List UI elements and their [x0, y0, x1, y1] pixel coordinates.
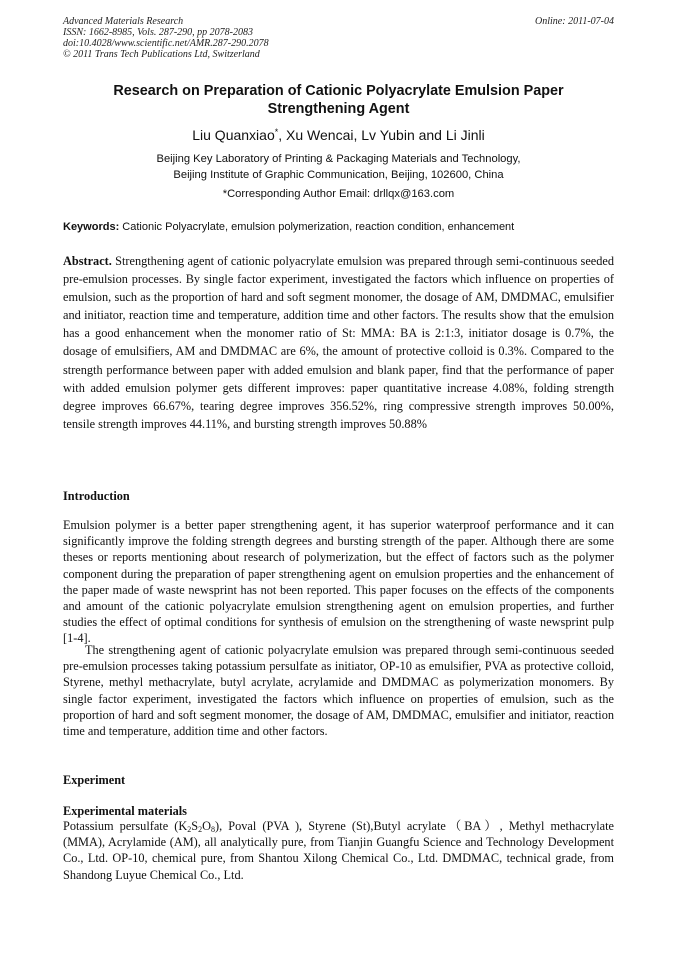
keywords — [63, 220, 614, 235]
journal-doi: doi:10.4028/www.scientific.net/AMR.287-290.2078 — [63, 38, 269, 49]
author-rest: , Xu Wencai, Lv Yubin and Li Jinli — [278, 127, 485, 143]
affiliation-line-1: Beijing Key Laboratory of Printing & Packaging Materials and Technology, — [156, 153, 521, 165]
formula-s: S — [191, 819, 199, 833]
online-date: Online: 2011-07-04 — [535, 16, 614, 27]
abstract-label: Abstract. — [63, 254, 112, 268]
introduction-paragraph-2: The strengthening agent of cationic polyacrylate emulsion was prepared through semi-continuous seeded pre-emulsion processes taking potassium persulfate as initiator, OP-10 as emulsifier, PVA as protective colloid, Styrene, methyl methacrylate, butyl acrylate, acrylamide and DMDMAC as polymerization monomers. By single factor experiment, investigated the factors which influence on properties of emulsion, such as the proportion of hard and soft segment monomer, the dosage of AM, DMDMAC, emulsifier and initiator, reaction time and temperature, addition time and other factors. — [63, 643, 614, 739]
journal-name: Advanced Materials Research — [63, 16, 184, 27]
introduction-heading: Introduction — [63, 489, 130, 503]
paper-title-line-2: Strengthening Agent — [267, 101, 410, 117]
journal-copyright: © 2011 Trans Tech Publications Ltd, Switzerland — [63, 49, 260, 60]
affiliation — [63, 151, 614, 183]
paper-title — [63, 82, 614, 118]
author-list — [63, 124, 614, 143]
introduction-paragraph-1: Emulsion polymer is a better paper strengthening agent, it has superior waterproof performance and it can significantly improve the folding strength degrees and bursting strength of the paper. Although there are some theses or reports mentioning about research of polymerization, but the effect of factors such as the polymer component during the preparation of paper strengthening agent on emulsion properties and the enhancement of the paper made of waste newsprint has not been reported. This paper focuses on the effects of the components and amount of the cationic polyacrylate emulsion strengthening agent on emulsion properties, and further studies the effect of optimal conditions for synthesis of emulsion on the strengthening of waste newsprint pulp [1-4]. — [63, 518, 614, 646]
abstract-text: Strengthening agent of cationic polyacrylate emulsion was prepared through semi-continuous seeded pre-emulsion processes. By single factor experiment, investigated the factors which influence on properties of emulsion, such as the proportion of hard and soft segment monomer, the dosage of AM, DMDMAC, emulsifier and initiator, reaction time and temperature, addition time and other factors. The results show that the emulsion has a good enhancement when the monomer ratio of St: MMA: BA is 2:1:3, initiator dosage is 0.7%, the dosage of emulsifiers, AM and DMDMAC are 6%, the amount of protective colloid is 0.3%. Compared to the strength performance between paper with added emulsion and blank paper, find that the performance of paper with added emulsion polymer gets different improves: paper quantitative increase 4.08%, folding strength degree improves 66.67%, tearing degree improves 356.52%, ring compressive strength improves 50.00%, tensile strength improves 44.11%, and bursting strength improves 50.88% — [63, 254, 614, 431]
affiliation-line-2: Beijing Institute of Graphic Communication, Beijing, 102600, China — [173, 169, 504, 181]
subscript: 8 — [211, 825, 215, 834]
formula-o: O — [202, 819, 211, 833]
author-first: Liu Quanxiao — [192, 127, 275, 143]
paper-title-line-1: Research on Preparation of Cationic Polyacrylate Emulsion Paper — [113, 83, 564, 99]
abstract — [63, 252, 614, 433]
materials-text-end: ), Poval (PVA ), Styrene (St),Butyl acrylate（BA）, Methyl methacrylate (MMA), Acrylamide (AM), all analytically pure, from Tianjin Guangfu Science and Technology Development Co., Ltd. OP-10, chemical pure, from Shantou Xilong Chemical Co., Ltd. DMDMAC, technical grade, from Shandong Luyue Chemical Co., Ltd. — [63, 819, 614, 882]
materials-paragraph — [63, 818, 614, 883]
materials-text-start: Potassium persulfate (K — [63, 819, 188, 833]
keywords-text: Cationic Polyacrylate, emulsion polymerization, reaction condition, enhancement — [119, 221, 515, 233]
materials-subheading: Experimental materials — [63, 804, 187, 818]
journal-issn: ISSN: 1662-8985, Vols. 287-290, pp 2078-2083 — [63, 27, 253, 38]
keywords-label: Keywords: — [63, 221, 120, 233]
corresponding-mark: * — [274, 127, 279, 137]
corresponding-email: *Corresponding Author Email: drllqx@163.com — [222, 188, 455, 200]
journal-header — [63, 16, 463, 60]
experiment-heading: Experiment — [63, 773, 126, 787]
subscript: 2 — [187, 825, 192, 834]
subscript: 2 — [198, 825, 203, 834]
